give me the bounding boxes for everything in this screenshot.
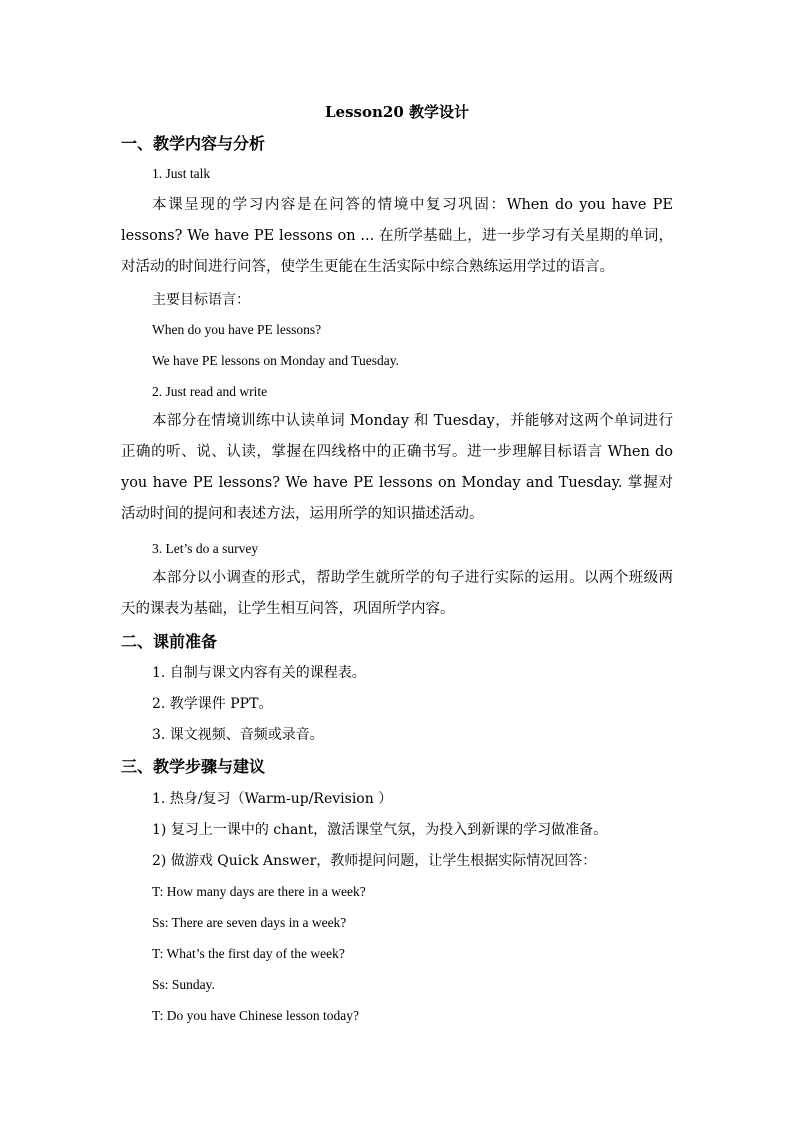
dialogue-line: T: Do you have Chinese lesson today? [152,1008,360,1023]
subheading-survey: 3. Let’s do a survey [152,541,259,556]
section-heading-content-analysis: 一、教学内容与分析 [121,134,266,153]
target-sentence-answer: We have PE lessons on Monday and Tuesday. [152,353,400,368]
subheading-read-write: 2. Just read and write [152,384,268,399]
step-item: 2) 做游戏 Quick Answer，教师提问问题，让学生根据实际情况回答： [152,853,597,869]
paragraph-survey: 本部分以小调查的形式，帮助学生就所学的句子进行实际的运用。以两个班级两天的课表为基础，让学生相互问答，巩固所学内容。 [121,570,673,617]
step-item: 1. 热身/复习（Warm-up/Revision ） [152,791,393,807]
prep-item: 3. 课文视频、音频或录音。 [152,727,324,743]
dialogue-line: Ss: There are seven days in a week? [152,915,347,930]
step-item: 1) 复习上一课中的 chant，激活课堂气氛，为投入到新课的学习做准备。 [152,822,608,838]
prep-item: 2. 教学课件 PPT。 [152,696,273,712]
dialogue-line: T: What’s the first day of the week? [152,946,345,961]
section-heading-preparation: 二、课前准备 [121,632,218,651]
paragraph-read-write: 本部分在情境训练中认读单词 Monday 和 Tuesday，并能够对这两个单词进行正确的听、说、认读，掌握在四线格中的正确书写。进一步理解目标语言 When do you have PE lessons? We have PE lessons on Monday and Tuesday. 掌握对活动时间的提问和表述方法，运用所学的知识描述活动。 [121,413,673,522]
prep-item: 1. 自制与课文内容有关的课程表。 [152,665,366,681]
dialogue-line: Ss: Sunday. [152,977,215,992]
target-language-label: 主要目标语言： [152,292,250,308]
subheading-just-talk: 1. Just talk [152,166,211,181]
document-title: Lesson20 教学设计 [325,103,469,121]
paragraph-just-talk: 本课呈现的学习内容是在问答的情境中复习巩固：When do you have PE lessons? We have PE lessons on ... 在所学基础上，进一步学习有关星期的单词，对活动的时间进行问答，使学生更能在生活实际中综合熟练运用学过的语言。 [121,197,673,275]
target-sentence-question: When do you have PE lessons? [152,322,322,337]
section-heading-teaching-steps: 三、教学步骤与建议 [121,757,266,776]
dialogue-line: T: How many days are there in a week? [152,884,366,899]
